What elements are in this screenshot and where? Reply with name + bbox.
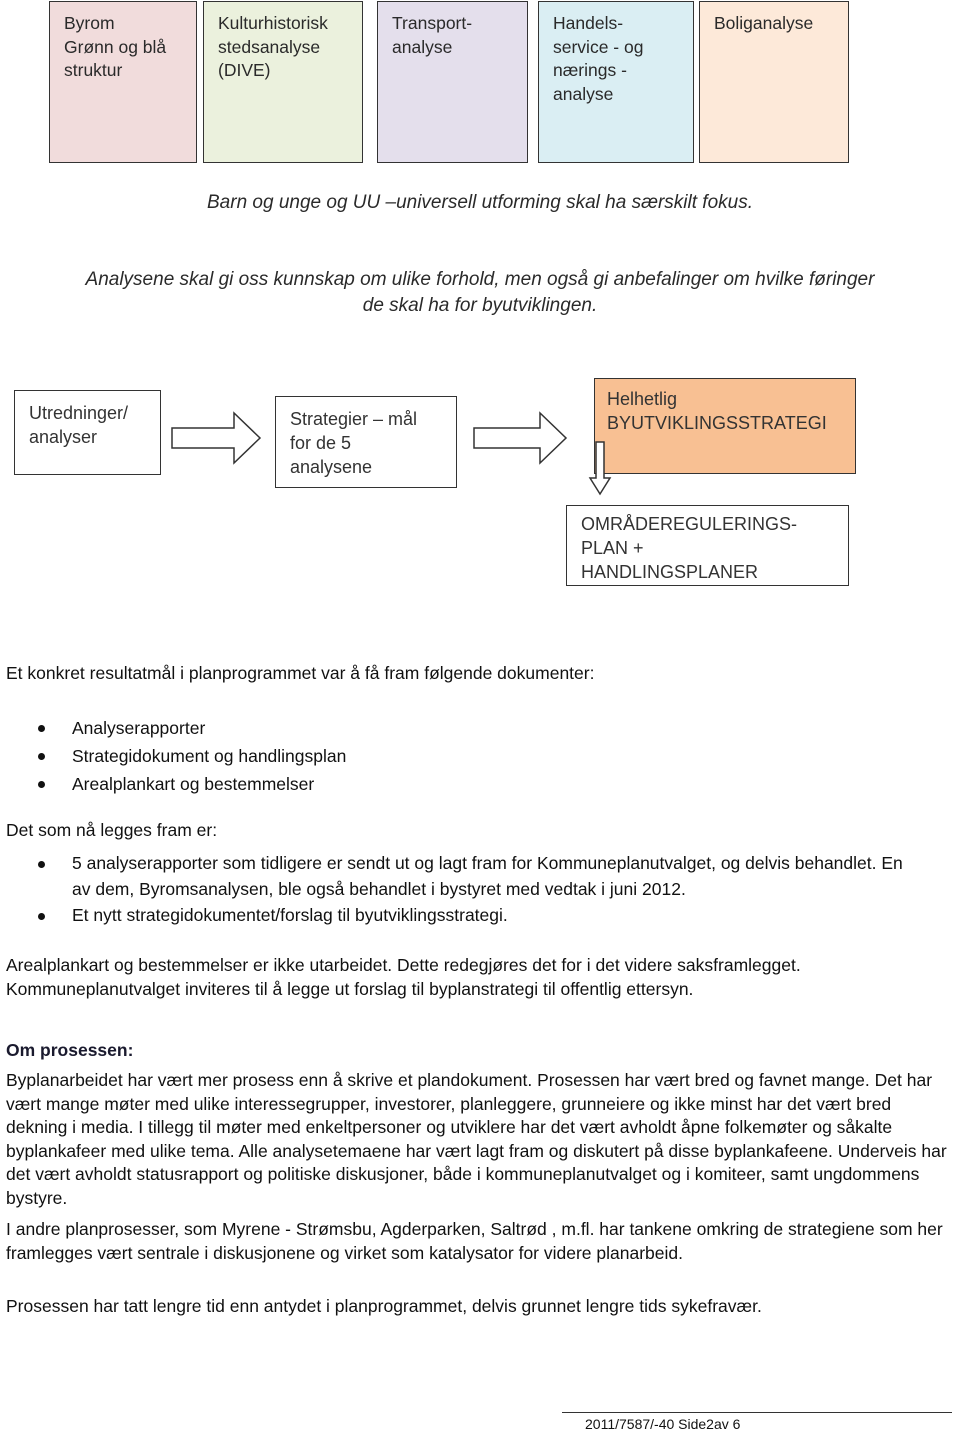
diagram-step-label: Strategier – mål for de 5 analysene: [290, 409, 418, 477]
list-item: [0, 850, 945, 902]
paragraph-arealplankart: Arealplankart og bestemmelser er ikke utarbeidet. Dette redegjøres det for i det videre saksframlegget. Kommuneplanutvalget inviteres til å legge ut forslag til byplanstrategi til offentlig ettersyn.: [6, 955, 801, 999]
analysis-box-handel: [538, 1, 694, 163]
analysis-box-transport: [377, 1, 528, 163]
process-heading: Om prosessen:: [6, 1040, 134, 1060]
focus-line: Barn og unge og UU –universell utforming skal ha særskilt fokus.: [207, 192, 753, 213]
arrow-right-icon: [472, 410, 568, 466]
list-item-text: Et nytt strategidokumentet/forslag til byutviklingsstrategi.: [72, 905, 508, 925]
list-item: [0, 902, 945, 928]
analysis-box-byrom: [49, 1, 197, 163]
diagram-step-label: Helhetlig BYUTVIKLINGSSTRATEGI: [607, 389, 827, 433]
analysis-box-label: Kulturhistorisk stedsanalyse (DIVE): [218, 13, 328, 80]
list-item-text: Analyserapporter: [72, 718, 206, 738]
bullet-icon: [38, 913, 45, 920]
diagram-step-label: OMRÅDEREGULERINGS- PLAN + HANDLINGSPLANER: [581, 514, 798, 582]
process-paragraph-2: I andre planprosesser, som Myrene - Strømsbu, Agderparken, Saltrød , m.fl. har tankene omkring de strategiene som her framlegges vært sentrale i diskusjonene og virket som katalysator for videre planarbeid.: [6, 1219, 943, 1263]
arrow-right-icon: [170, 410, 262, 466]
footer-rule: [562, 1412, 952, 1413]
diagram-step-strategier: [275, 396, 457, 488]
process-paragraph-3: Prosessen har tatt lengre tid enn antydet i planprogrammet, delvis grunnet lengre tids sykefravær.: [6, 1296, 762, 1316]
diagram-step-label: Utredninger/ analyser: [29, 403, 129, 447]
list-item: [0, 770, 945, 798]
analysis-note-line-2: de skal ha for byutviklingen.: [362, 295, 598, 316]
list-item-text: Strategidokument og handlingsplan: [72, 746, 347, 766]
diagram-step-omraderegulering: [566, 505, 849, 586]
analysis-note-line-1: Analysene skal gi oss kunnskap om ulike forhold, men også gi anbefalinger om hvilke føringer: [85, 269, 875, 290]
bullet-icon: [38, 725, 45, 732]
process-paragraph-1: Byplanarbeidet har vært mer prosess enn å skrive et plandokument. Prosessen har vært bred og favnet mange. Det har vært mange møter med ulike interessegrupper, investorer, planleggere, grunneiere og ikke minst har det vært bred dekning i media. I tillegg til møter med enkeltpersoner og utviklere har det vært avholdt åpne folkemøter og såkalte byplankafeer med ulike tema. Alle analysetemaene har vært lagt fram og diskutert på disse byplankafeene. Underveis har det vært avholdt statusrapport og politiske diskusjoner, både i kommuneplanutvalget og i komiteer, samt ungdommens bystyre.: [6, 1070, 947, 1208]
analysis-box-label: Boliganalyse: [714, 13, 814, 33]
result-list: [0, 714, 945, 798]
analysis-box-label: Handels- service - og nærings - analyse: [553, 13, 644, 104]
diagram-step-byutviklingsstrategi: [594, 378, 856, 474]
bullet-icon: [38, 861, 45, 868]
list-item: [0, 742, 945, 770]
bullet-icon: [38, 753, 45, 760]
analysis-box-kulturhistorisk: [203, 1, 363, 163]
footer-page-ref: 2011/7587/-40 Side2av 6: [585, 1416, 741, 1432]
list-item-text: Arealplankart og bestemmelser: [72, 774, 315, 794]
analysis-box-bolig: [699, 1, 849, 163]
bullet-icon: [38, 781, 45, 788]
list-item: [0, 714, 945, 742]
result-intro: Et konkret resultatmål i planprogrammet var å få fram følgende dokumenter:: [6, 663, 595, 683]
analysis-box-label: Byrom Grønn og blå struktur: [64, 13, 167, 80]
list-item-text: 5 analyserapporter som tidligere er sendt ut og lagt fram for Kommuneplanutvalget, og delvis behandlet. En av dem, Byromsanalysen, ble også behandlet i bystyret med vedtak i juni 2012.: [72, 853, 903, 899]
status-intro: Det som nå legges fram er:: [6, 820, 218, 840]
status-list: [0, 850, 945, 928]
analysis-box-label: Transport- analyse: [392, 13, 473, 57]
arrow-down-icon: [588, 440, 612, 496]
diagram-step-utredninger: [14, 390, 161, 475]
